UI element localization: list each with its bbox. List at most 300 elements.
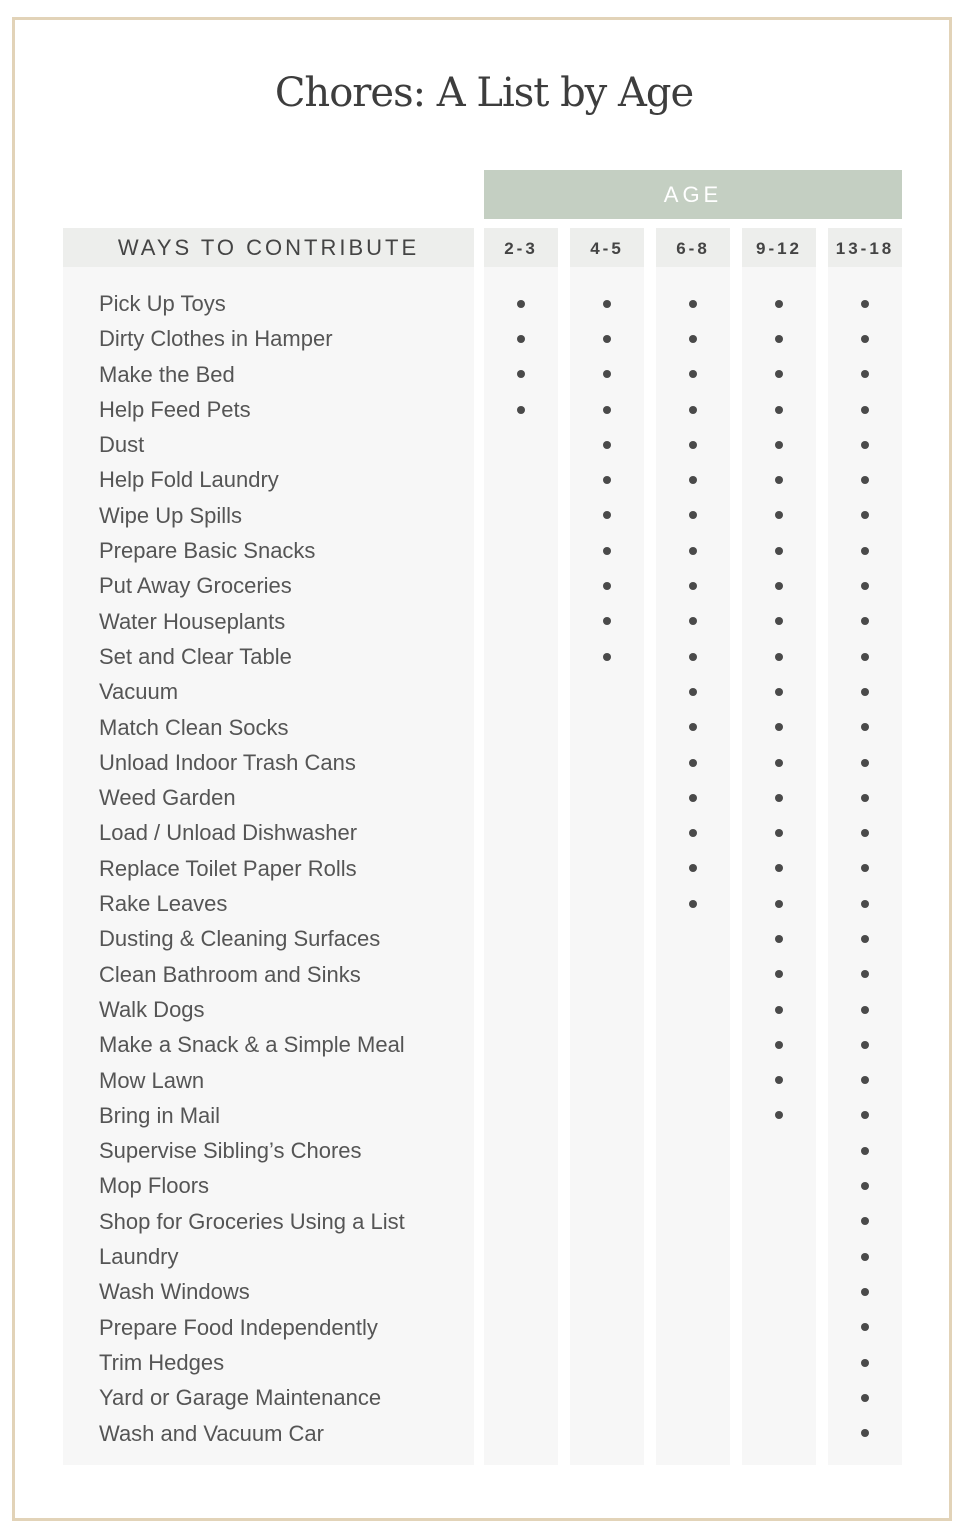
dot-cell <box>656 1168 730 1203</box>
dot-cell <box>570 286 644 321</box>
dot-cell <box>484 1168 558 1203</box>
chore-item: Wipe Up Spills <box>99 502 243 528</box>
dot-cell <box>656 1063 730 1098</box>
dot-cell <box>656 498 730 533</box>
dot-cell <box>484 604 558 639</box>
dot-cell <box>484 1098 558 1133</box>
bullet-dot <box>603 547 611 555</box>
chore-item: Rake Leaves <box>99 891 228 917</box>
dot-cell <box>656 815 730 850</box>
dot-cell <box>570 357 644 392</box>
dot-cell <box>656 1310 730 1345</box>
bullet-dot <box>861 335 869 343</box>
dot-cell <box>656 462 730 497</box>
dot-cell <box>570 992 644 1027</box>
age-column-header: 4-5 <box>570 228 644 267</box>
dot-cell <box>656 992 730 1027</box>
dot-cell <box>742 745 816 780</box>
age-header: AGE <box>484 170 902 219</box>
bullet-dot <box>861 970 869 978</box>
chore-item: Weed Garden <box>99 785 236 811</box>
dot-cell <box>484 462 558 497</box>
dot-cell <box>656 1380 730 1415</box>
chore-item: Load / Unload Dishwasher <box>99 820 358 846</box>
bullet-dot <box>689 370 697 378</box>
chore-item: Wash Windows <box>99 1279 250 1305</box>
dot-cell <box>828 498 902 533</box>
age-column-9-12 <box>742 228 816 1465</box>
dot-cell <box>742 1168 816 1203</box>
dot-cell <box>570 1168 644 1203</box>
dot-cell <box>656 1274 730 1309</box>
dot-cell <box>828 462 902 497</box>
dot-cell <box>656 286 730 321</box>
dot-cell <box>484 533 558 568</box>
bullet-dot <box>775 547 783 555</box>
bullet-dot <box>775 370 783 378</box>
bullet-dot <box>861 1041 869 1049</box>
chore-item: Dust <box>99 432 145 458</box>
age-column-13-18 <box>828 228 902 1465</box>
bullet-dot <box>861 864 869 872</box>
bullet-dot <box>861 1076 869 1084</box>
bullet-dot <box>861 1217 869 1225</box>
bullet-dot <box>861 1429 869 1437</box>
bullet-dot <box>689 441 697 449</box>
bullet-dot <box>775 688 783 696</box>
dot-cell <box>484 1345 558 1380</box>
bullet-dot <box>603 582 611 590</box>
chore-item: Yard or Garage Maintenance <box>99 1385 382 1411</box>
chore-item: Bring in Mail <box>99 1102 221 1128</box>
bullet-dot <box>689 300 697 308</box>
dot-cell <box>484 745 558 780</box>
dot-cell <box>828 1416 902 1451</box>
bullet-dot <box>603 617 611 625</box>
dot-cell <box>828 745 902 780</box>
bullet-dot <box>689 476 697 484</box>
dot-cell <box>570 815 644 850</box>
dot-cell <box>656 674 730 709</box>
age-column-2-3 <box>484 228 558 1465</box>
bullet-dot <box>861 935 869 943</box>
bullet-dot <box>603 511 611 519</box>
dot-cell <box>828 1274 902 1309</box>
dot-cell <box>742 639 816 674</box>
dot-cell <box>742 1310 816 1345</box>
chore-item: Prepare Food Independently <box>99 1314 378 1340</box>
dot-cell <box>570 639 644 674</box>
bullet-dot <box>689 864 697 872</box>
chore-item: Wash and Vacuum Car <box>99 1420 324 1446</box>
dot-cell <box>484 710 558 745</box>
dot-cell <box>742 533 816 568</box>
bullet-dot <box>775 935 783 943</box>
dot-cell <box>484 992 558 1027</box>
dot-cell <box>742 710 816 745</box>
age-column-dots <box>484 286 558 1451</box>
dot-cell <box>656 1098 730 1133</box>
dot-cell <box>742 568 816 603</box>
bullet-dot <box>861 688 869 696</box>
bullet-dot <box>861 441 869 449</box>
dot-cell <box>570 427 644 462</box>
bullet-dot <box>861 370 869 378</box>
age-column-dots <box>656 286 730 1451</box>
dot-cell <box>570 1310 644 1345</box>
age-column-dots <box>828 286 902 1451</box>
dot-cell <box>570 321 644 356</box>
dot-cell <box>828 533 902 568</box>
dot-cell <box>828 1310 902 1345</box>
chore-list <box>99 286 405 1451</box>
dot-cell <box>742 1416 816 1451</box>
page-title: Chores: A List by Age <box>274 70 694 116</box>
dot-cell <box>828 1204 902 1239</box>
chore-item: Help Fold Laundry <box>99 467 279 493</box>
dot-cell <box>742 851 816 886</box>
dot-cell <box>484 1204 558 1239</box>
chore-item: Water Houseplants <box>99 608 286 634</box>
dot-cell <box>484 1274 558 1309</box>
dot-cell <box>570 498 644 533</box>
dot-cell <box>570 745 644 780</box>
dot-cell <box>828 1380 902 1415</box>
bullet-dot <box>775 1111 783 1119</box>
dot-cell <box>828 392 902 427</box>
dot-cell <box>484 921 558 956</box>
dot-cell <box>570 710 644 745</box>
chore-item: Walk Dogs <box>99 996 205 1022</box>
bullet-dot <box>775 900 783 908</box>
bullet-dot <box>861 1253 869 1261</box>
dot-cell <box>656 1027 730 1062</box>
dot-cell <box>742 357 816 392</box>
dot-cell <box>742 321 816 356</box>
bullet-dot <box>603 441 611 449</box>
chore-item: Make the Bed <box>99 361 235 387</box>
bullet-dot <box>775 794 783 802</box>
bullet-dot <box>517 300 525 308</box>
dot-cell <box>570 1027 644 1062</box>
bullet-dot <box>603 370 611 378</box>
dot-cell <box>656 1204 730 1239</box>
bullet-dot <box>689 406 697 414</box>
bullet-dot <box>775 653 783 661</box>
dot-cell <box>656 427 730 462</box>
bullet-dot <box>517 370 525 378</box>
dot-cell <box>570 1098 644 1133</box>
chore-item: Supervise Sibling’s Chores <box>99 1138 362 1164</box>
bullet-dot <box>775 1076 783 1084</box>
dot-cell <box>570 1133 644 1168</box>
age-column-6-8 <box>656 228 730 1465</box>
chore-item: Mow Lawn <box>99 1067 205 1093</box>
dot-cell <box>570 886 644 921</box>
dot-cell <box>484 815 558 850</box>
dot-cell <box>742 921 816 956</box>
dot-cell <box>828 886 902 921</box>
bullet-dot <box>689 759 697 767</box>
age-column-header: 6-8 <box>656 228 730 267</box>
bullet-dot <box>689 547 697 555</box>
age-column-4-5 <box>570 228 644 1465</box>
bullet-dot <box>861 547 869 555</box>
dot-cell <box>570 1204 644 1239</box>
bullet-dot <box>861 1323 869 1331</box>
dot-cell <box>570 568 644 603</box>
dot-cell <box>484 851 558 886</box>
dot-cell <box>742 392 816 427</box>
dot-cell <box>656 321 730 356</box>
dot-cell <box>828 957 902 992</box>
dot-cell <box>742 427 816 462</box>
dot-cell <box>742 1133 816 1168</box>
dot-cell <box>570 1239 644 1274</box>
dot-cell <box>656 745 730 780</box>
dot-cell <box>570 533 644 568</box>
chore-item: Replace Toilet Paper Rolls <box>99 855 357 881</box>
age-column-dots <box>570 286 644 1451</box>
dot-cell <box>570 780 644 815</box>
bullet-dot <box>861 511 869 519</box>
dot-cell <box>656 568 730 603</box>
dot-cell <box>484 886 558 921</box>
bullet-dot <box>689 723 697 731</box>
bullet-dot <box>689 688 697 696</box>
dot-cell <box>484 568 558 603</box>
bullet-dot <box>861 617 869 625</box>
bullet-dot <box>775 511 783 519</box>
dot-cell <box>656 886 730 921</box>
chore-item: Match Clean Socks <box>99 714 289 740</box>
bullet-dot <box>689 900 697 908</box>
dot-cell <box>570 462 644 497</box>
dot-cell <box>742 957 816 992</box>
dot-cell <box>828 1133 902 1168</box>
age-column-header: 2-3 <box>484 228 558 267</box>
bullet-dot <box>861 723 869 731</box>
chore-item: Put Away Groceries <box>99 573 292 599</box>
bullet-dot <box>603 476 611 484</box>
bullet-dot <box>689 829 697 837</box>
dot-cell <box>570 1063 644 1098</box>
bullet-dot <box>861 1111 869 1119</box>
dot-cell <box>742 498 816 533</box>
dot-cell <box>484 957 558 992</box>
chore-item: Dusting & Cleaning Surfaces <box>99 926 381 952</box>
dot-cell <box>742 604 816 639</box>
dot-cell <box>828 1168 902 1203</box>
bullet-dot <box>861 1006 869 1014</box>
dot-cell <box>656 639 730 674</box>
dot-cell <box>484 1310 558 1345</box>
dot-cell <box>742 1063 816 1098</box>
dot-cell <box>828 568 902 603</box>
dot-cell <box>484 1416 558 1451</box>
bullet-dot <box>775 864 783 872</box>
dot-cell <box>742 1239 816 1274</box>
bullet-dot <box>775 829 783 837</box>
dot-cell <box>828 710 902 745</box>
dot-cell <box>484 1239 558 1274</box>
bullet-dot <box>775 406 783 414</box>
dot-cell <box>570 1416 644 1451</box>
dot-cell <box>828 815 902 850</box>
bullet-dot <box>603 406 611 414</box>
chore-item: Prepare Basic Snacks <box>99 538 316 564</box>
bullet-dot <box>689 335 697 343</box>
bullet-dot <box>861 653 869 661</box>
chore-item: Vacuum <box>99 679 179 705</box>
chore-item: Laundry <box>99 1244 179 1270</box>
dot-cell <box>828 1027 902 1062</box>
dot-cell <box>484 321 558 356</box>
bullet-dot <box>689 794 697 802</box>
chore-item: Shop for Groceries Using a List <box>99 1208 405 1234</box>
dot-cell <box>656 710 730 745</box>
bullet-dot <box>861 1147 869 1155</box>
dot-cell <box>742 992 816 1027</box>
dot-cell <box>656 392 730 427</box>
bullet-dot <box>861 1182 869 1190</box>
dot-cell <box>484 780 558 815</box>
dot-cell <box>828 427 902 462</box>
chore-item: Mop Floors <box>99 1173 210 1199</box>
bullet-dot <box>689 617 697 625</box>
dot-cell <box>742 1380 816 1415</box>
dot-cell <box>828 321 902 356</box>
dot-cell <box>570 1345 644 1380</box>
bullet-dot <box>775 300 783 308</box>
dot-cell <box>656 604 730 639</box>
dot-cell <box>484 357 558 392</box>
dot-cell <box>828 674 902 709</box>
dot-cell <box>484 498 558 533</box>
dot-cell <box>828 1063 902 1098</box>
age-column-header: 9-12 <box>742 228 816 267</box>
dot-cell <box>742 1345 816 1380</box>
chore-item: Trim Hedges <box>99 1349 225 1375</box>
chore-item: Dirty Clothes in Hamper <box>99 326 333 352</box>
dot-cell <box>484 674 558 709</box>
dot-cell <box>656 780 730 815</box>
dot-cell <box>828 1345 902 1380</box>
dot-cell <box>828 357 902 392</box>
bullet-dot <box>861 1359 869 1367</box>
dot-cell <box>828 1098 902 1133</box>
bullet-dot <box>775 441 783 449</box>
dot-cell <box>484 1063 558 1098</box>
dot-cell <box>656 357 730 392</box>
bullet-dot <box>861 794 869 802</box>
dot-cell <box>656 921 730 956</box>
bullet-dot <box>689 511 697 519</box>
dot-cell <box>656 533 730 568</box>
dot-cell <box>828 639 902 674</box>
bullet-dot <box>689 582 697 590</box>
dot-cell <box>570 604 644 639</box>
age-column-header: 13-18 <box>828 228 902 267</box>
dot-cell <box>570 851 644 886</box>
dot-cell <box>742 1204 816 1239</box>
dot-cell <box>828 604 902 639</box>
dot-cell <box>570 1274 644 1309</box>
chore-item: Pick Up Toys <box>99 291 226 316</box>
bullet-dot <box>689 653 697 661</box>
dot-cell <box>484 427 558 462</box>
bullet-dot <box>861 300 869 308</box>
bullet-dot <box>517 335 525 343</box>
dot-cell <box>570 921 644 956</box>
chore-item: Clean Bathroom and Sinks <box>99 961 361 987</box>
bullet-dot <box>775 759 783 767</box>
bullet-dot <box>775 476 783 484</box>
age-column-dots <box>742 286 816 1451</box>
dot-cell <box>484 639 558 674</box>
dot-cell <box>656 1416 730 1451</box>
dot-cell <box>570 392 644 427</box>
dot-cell <box>742 1098 816 1133</box>
dot-cell <box>484 1133 558 1168</box>
dot-cell <box>742 886 816 921</box>
dot-cell <box>828 780 902 815</box>
bullet-dot <box>775 617 783 625</box>
bullet-dot <box>517 406 525 414</box>
dot-cell <box>742 674 816 709</box>
dot-cell <box>484 392 558 427</box>
dot-cell <box>828 1239 902 1274</box>
bullet-dot <box>603 653 611 661</box>
bullet-dot <box>775 1041 783 1049</box>
dot-cell <box>742 1274 816 1309</box>
chore-item: Set and Clear Table <box>99 643 292 669</box>
dot-cell <box>570 674 644 709</box>
chores-column-header: WAYS TO CONTRIBUTE <box>63 228 474 267</box>
chore-item: Help Feed Pets <box>99 396 251 422</box>
bullet-dot <box>861 900 869 908</box>
bullet-dot <box>775 970 783 978</box>
dot-cell <box>828 921 902 956</box>
dot-cell <box>742 286 816 321</box>
bullet-dot <box>603 335 611 343</box>
bullet-dot <box>861 759 869 767</box>
dot-cell <box>656 851 730 886</box>
dot-cell <box>570 1380 644 1415</box>
bullet-dot <box>775 1006 783 1014</box>
bullet-dot <box>861 829 869 837</box>
dot-cell <box>742 462 816 497</box>
bullet-dot <box>775 723 783 731</box>
dot-cell <box>828 992 902 1027</box>
dot-cell <box>570 957 644 992</box>
chore-item: Make a Snack & a Simple Meal <box>99 1032 405 1058</box>
dot-cell <box>484 1380 558 1415</box>
bullet-dot <box>861 406 869 414</box>
bullet-dot <box>861 1288 869 1296</box>
dot-cell <box>484 1027 558 1062</box>
dot-cell <box>828 851 902 886</box>
chore-item: Unload Indoor Trash Cans <box>99 749 356 775</box>
bullet-dot <box>861 476 869 484</box>
dot-cell <box>484 286 558 321</box>
bullet-dot <box>775 582 783 590</box>
bullet-dot <box>775 335 783 343</box>
dot-cell <box>656 1133 730 1168</box>
bullet-dot <box>861 582 869 590</box>
dot-cell <box>656 1239 730 1274</box>
dot-cell <box>742 815 816 850</box>
